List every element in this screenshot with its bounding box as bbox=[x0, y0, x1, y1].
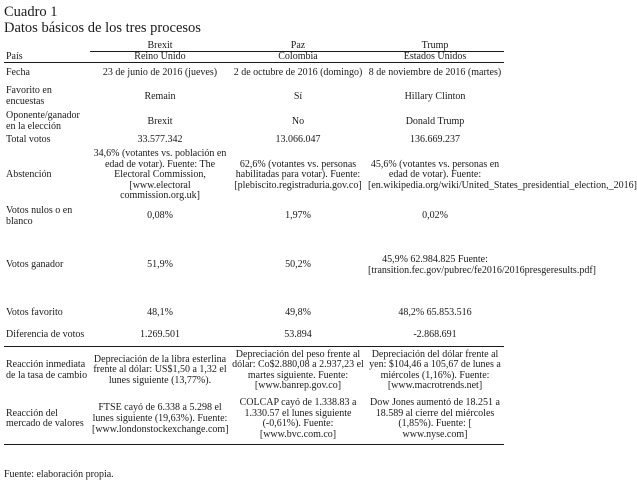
table-row bbox=[4, 347, 504, 395]
cell-paz: Sí bbox=[293, 90, 303, 102]
table-row bbox=[4, 110, 504, 135]
row-label: Abstención bbox=[6, 169, 52, 181]
cell-trump: Donald Trump bbox=[405, 115, 465, 127]
table-row bbox=[4, 229, 504, 303]
header-country: Estados Unidos bbox=[366, 52, 504, 63]
cell-paz: 50,2% bbox=[285, 259, 311, 271]
row-label: Fecha bbox=[6, 67, 30, 79]
row-label: Total votos bbox=[6, 134, 51, 146]
cell-brexit: Remain bbox=[144, 90, 176, 102]
header-country: Reino Unido bbox=[90, 52, 230, 63]
row-label: Favorito en encuestas bbox=[6, 85, 52, 107]
table-row bbox=[4, 325, 504, 347]
data-table bbox=[4, 40, 637, 445]
cell-brexit: FTSE cayó de 6.338 a 5.298 el lunes siguiente (19,63%). Fuente: [www.londonstockexchange.com] bbox=[90, 395, 230, 445]
row-label: Oponente/ganador en la elección bbox=[6, 110, 80, 132]
row-label: Votos favorito bbox=[6, 307, 63, 319]
caption-title: Datos básicos de los tres procesos bbox=[4, 20, 201, 36]
row-label: Votos nulos o en blanco bbox=[6, 204, 73, 227]
cell-brexit: 1.269.501 bbox=[140, 328, 180, 340]
cell-paz: 2 de octubre de 2016 (domingo) bbox=[233, 67, 363, 79]
cell-paz: 49,8% bbox=[285, 307, 311, 319]
header-row-process bbox=[4, 41, 504, 52]
cell-trump: -2.868.691 bbox=[413, 328, 457, 340]
cell-brexit: 48,1% bbox=[147, 307, 173, 319]
cell-trump: 45,9% 62.984.825 Fuente: [transition.fec.gov/pubrec/fe2016/2016presgeresults.pdf] bbox=[368, 253, 596, 276]
header-country-label: País bbox=[4, 52, 90, 63]
cell-paz: 1,97% bbox=[285, 210, 311, 222]
cell-brexit: 34,6% (votantes vs. población en edad de votar). Fuente: The Electoral Commission, [www.electoral commission.org.uk] bbox=[93, 148, 227, 202]
cell-trump: 45,6% (votantes vs. personas en edad de votar). Fuente: [en.wikipedia.org/wiki/United_States_presidential_election,_2016] bbox=[368, 158, 637, 191]
cell-trump: Hillary Clinton bbox=[404, 90, 466, 102]
cell-paz: COLCAP cayó de 1.338.83 a 1.330.57 el lunes siguiente (-0,61%). Fuente: [www.bvc.com.co] bbox=[230, 395, 366, 445]
row-label: Votos ganador bbox=[6, 259, 64, 271]
row-label: Reacción inmediata de la tasa de cambio bbox=[4, 347, 90, 395]
table-row bbox=[4, 147, 504, 205]
cell-paz: Depreciación del peso frente al dólar: Co$2.880,08 a 2.937,23 el martes siguiente. Fuente: [www.banrep.gov.co] bbox=[230, 347, 366, 395]
cell-paz: 62,6% (votantes vs. personas habilitadas para votar). Fuente: [plebiscito.registraduria.gov.co] bbox=[234, 158, 362, 191]
cell-brexit: 51,9% bbox=[147, 259, 173, 271]
table-row bbox=[4, 85, 504, 110]
cell-trump: Dow Jones aumentó de 18.251 a 18.589 al cierre del miércoles (1,85%). Fuente: [ www.nyse.com] bbox=[366, 395, 504, 445]
cell-trump: 48,2% 65.853.516 bbox=[398, 307, 472, 319]
cell-paz: No bbox=[291, 115, 305, 127]
row-label: Diferencia de votos bbox=[6, 328, 85, 340]
cell-brexit: Depreciación de la libra esterlina frente al dólar: US$1,50 a 1,32 el lunes siguiente (13,77%). bbox=[90, 347, 230, 395]
table-row bbox=[4, 303, 504, 325]
caption-number: Cuadro 1 bbox=[4, 4, 58, 20]
header-process: Paz bbox=[230, 41, 366, 52]
table-row bbox=[4, 135, 504, 147]
cell-trump: 0,02% bbox=[422, 210, 448, 222]
table-row bbox=[4, 395, 504, 445]
table-row bbox=[4, 205, 504, 229]
cell-paz: 13.066.047 bbox=[275, 134, 321, 146]
table-caption bbox=[4, 4, 201, 36]
cell-trump: 8 de noviembre de 2016 (martes) bbox=[368, 67, 502, 79]
table-row bbox=[4, 63, 504, 85]
header-process: Brexit bbox=[90, 41, 230, 52]
footnote: Fuente: elaboración propia. bbox=[4, 469, 114, 480]
cell-paz: 53.894 bbox=[284, 328, 312, 340]
cell-brexit: 0,08% bbox=[147, 210, 173, 222]
cell-trump: 136.669.237 bbox=[410, 134, 460, 146]
header-row-country bbox=[4, 52, 504, 63]
cell-brexit: 33.577.342 bbox=[137, 134, 183, 146]
header-country: Colombia bbox=[230, 52, 366, 63]
header-process: Trump bbox=[366, 41, 504, 52]
cell-brexit: 23 de junio de 2016 (jueves) bbox=[102, 67, 218, 79]
cell-brexit: Brexit bbox=[147, 115, 173, 127]
row-label: Reacción del mercado de valores bbox=[4, 395, 90, 445]
cell-trump: Depreciación del dólar frente al yen: $104,46 a 105,67 de lunes a miércoles (1,16%). Fuente: [www.macrotrends.net] bbox=[366, 347, 504, 395]
